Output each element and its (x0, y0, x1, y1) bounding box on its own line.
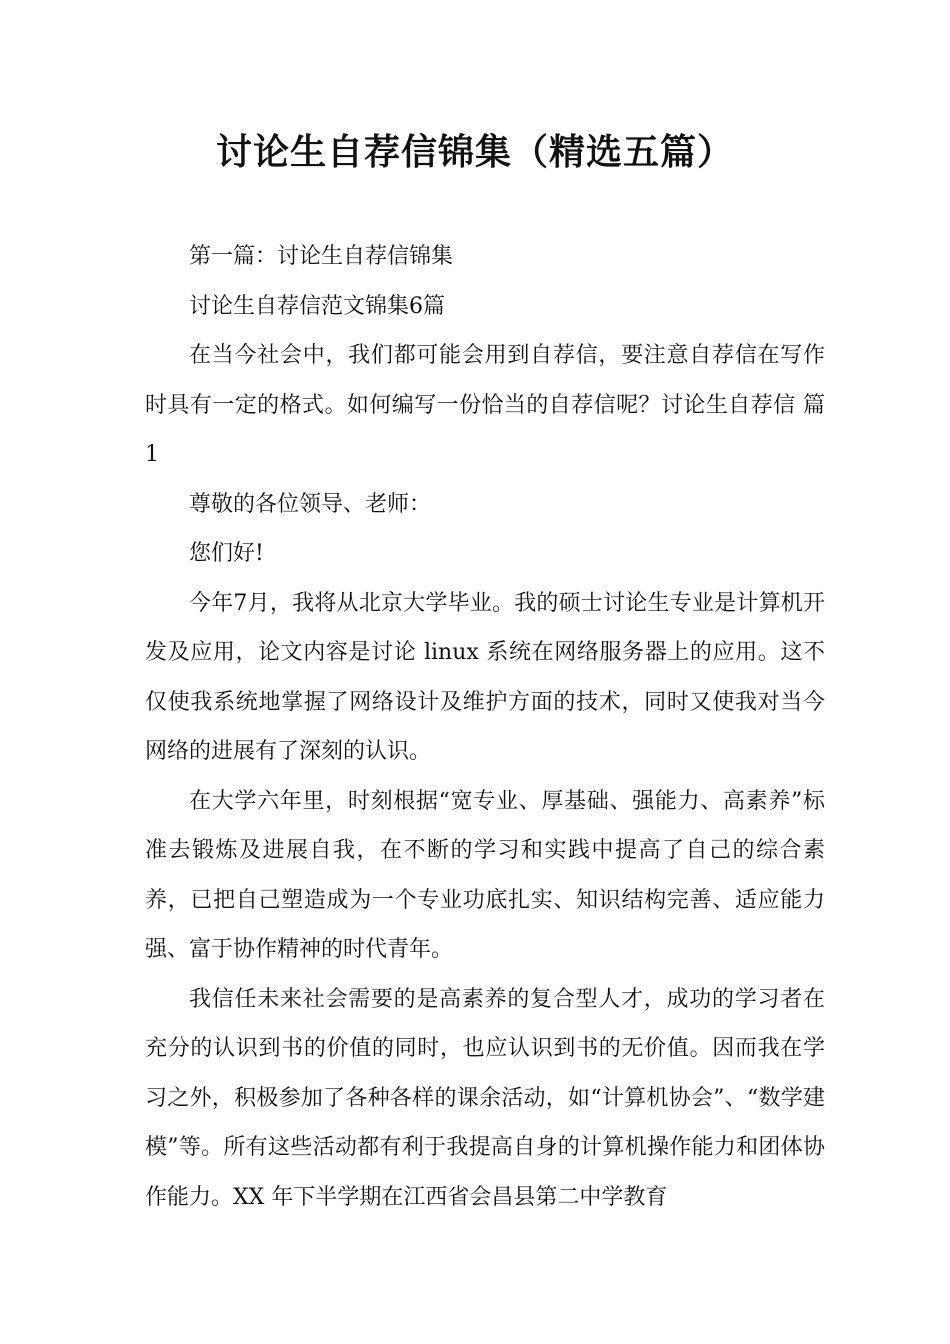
paragraph-intro: 在当今社会中，我们都可能会用到自荐信，要注意自荐信在写作时具有一定的格式。如何编写一份恰当的自荐信呢？讨论生自荐信 篇1 (145, 343, 825, 467)
paragraph-body: 今年7月，我将从北京大学毕业。我的硕士讨论生专业是计算机开发及应用，论文内容是讨论 linux 系统在网络服务器上的应用。这不仅使我系统地掌握了网络设计及维护方面的技术，同时又使我对当今网络的进展有了深刻的认识。 (145, 590, 825, 764)
document-body (145, 232, 825, 1222)
paragraph-greeting: 您们好! (189, 541, 264, 566)
paragraph-chapter-heading: 第一篇：讨论生自荐信锦集 (189, 244, 454, 269)
paragraph-salutation: 尊敬的各位领导、老师： (189, 491, 432, 517)
paragraph-body: 在大学六年里，时刻根据“宽专业、厚基础、强能力、高素养”标准去锻炼及进展自我，在不断的学习和实践中提高了自己的综合素养，已把自己塑造成为一个专业功底扎实、知识结构完善、适应能力强、富于协作精神的时代青年。 (145, 788, 825, 962)
paragraph-body: 我信任未来社会需要的是高素养的复合型人才，成功的学习者在充分的认识到书的价值的同时，也应认识到书的无价值。因而我在学习之外，积极参加了各种各样的课余活动，如“计算机协会”、“数学建模”等。所有这些活动都有利于我提高自身的计算机操作能力和团体协作能力。XX 年下半学期在江西省会昌县第二中学教育 (145, 986, 825, 1210)
paragraph-subtitle: 讨论生自荐信范文锦集6篇 (189, 293, 445, 319)
document-title: 讨论生自荐信锦集（精选五篇） (215, 132, 734, 173)
